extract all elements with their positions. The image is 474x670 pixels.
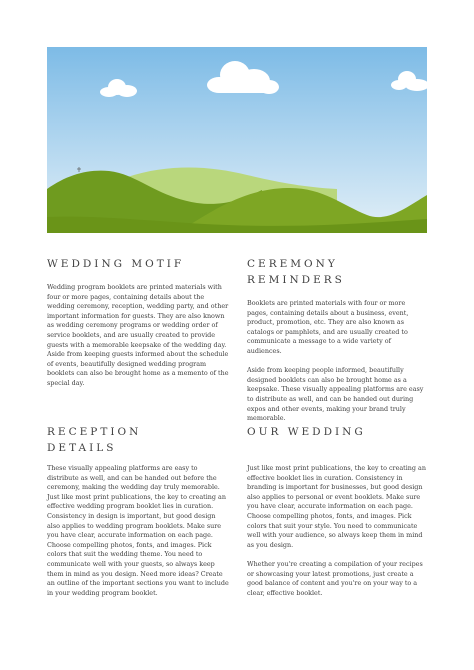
paragraph: Whether you're creating a compilation of your recipes or showcasing your latest promotions, just create a good balance of content and you're on your way to a clear, effective booklet. [247,559,423,597]
paragraph: Aside from keeping guests informed about the schedule of events, beautifully designed wedding program booklets can also be brought home as a memento of the special day. [47,350,229,387]
paragraph: Booklets are printed materials with four or more pages, containing details about a business, event, product, promotion, etc. They are also known as catalogs or pamphlets, and are usually created to communicate a message to a wide variety of audiences. [247,299,409,355]
section-body [47,464,229,598]
section-title-line: DETAILS [47,442,117,454]
paragraph: These visually appealing platforms are easy to distribute as well, and can be handed out before the ceremony, making the wedding day truly memorable. Just like most print publications, the key to creating an effective wedding program booklet lies in curation. Consistency in design is important, but good design also applies to wedding program booklets. Make sure you have clear, accurate information on each page. Choose compelling photos, fonts, and images. Pick colors that suit the wedding theme. You need to communicate well with your guests, so always keep them in mind as you design. Need more ideas? Create an outline of the important sections you want to include in your wedding program booklet. [47,464,229,597]
section-body [247,464,427,598]
paragraph: Aside from keeping people informed, beautifully designed booklets can also be brought home as a keepsake. These visually appealing platforms are easy to distribute as well, and can be handed out during expos and other events, making your brand truly memorable. [247,366,424,423]
section-title [47,424,229,456]
section-title: WEDDING MOTIF [47,258,185,270]
section-reception-details [47,424,229,598]
section-title-line: RECEPTION [47,426,142,438]
section-body [47,283,229,389]
paragraph: Just like most print publications, the key to creating an effective booklet lies in curation. Consistency in branding is important for businesses, but good design also applies to personal or event booklets. Make sure you have clear, accurate information on each page. Choose compelling photos, fonts, and images. Pick colors that suit your style. You need to communicate well with your audience, so always keep them in mind as you design. [247,464,426,549]
landscape-svg [47,47,427,233]
paragraph-gap [247,357,427,367]
section-body [247,299,427,424]
paragraph-gap [247,550,427,560]
section-ceremony-reminders [247,256,427,424]
paragraph: Wedding program booklets are printed materials with four or more pages, containing details about the wedding ceremony, reception, wedding party, and other important information for guests. They are also known as wedding ceremony programs or wedding order of service booklets, and are usually created to provide guests with a memorable keepsake of the wedding day. [47,283,229,349]
section-title: CEREMONY REMINDERS [247,258,345,286]
section-title: OUR WEDDING [247,426,366,438]
section-wedding-motif [47,256,229,389]
section-our-wedding [247,424,427,598]
hero-landscape-illustration [47,47,427,233]
